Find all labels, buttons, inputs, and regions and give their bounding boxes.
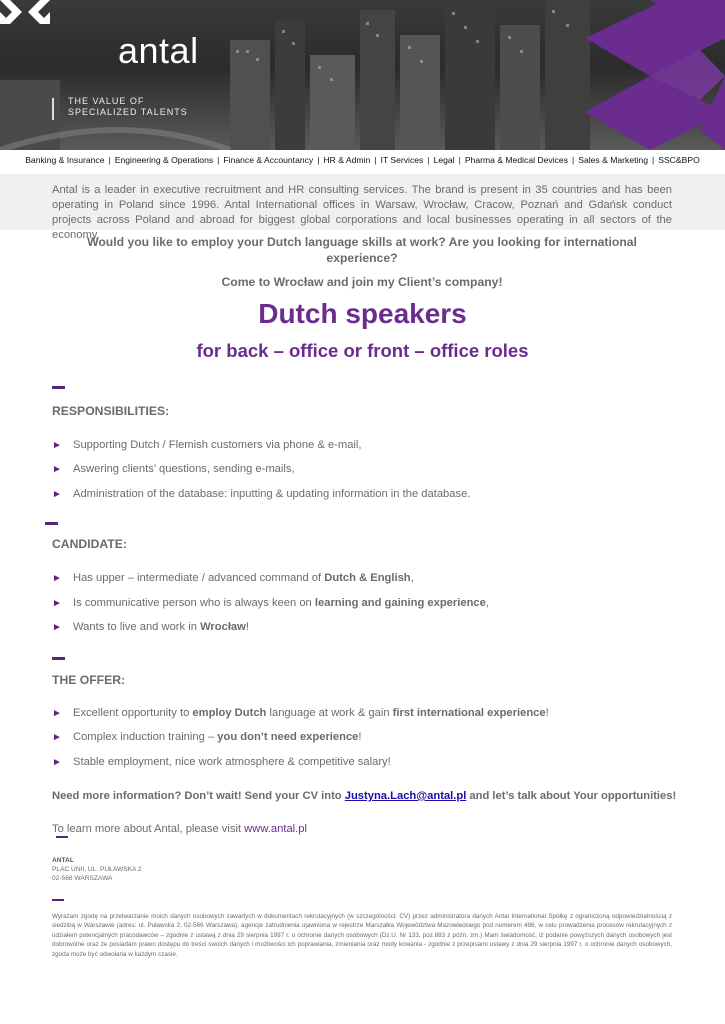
- list-item: ► Aswering clients’ questions, sending e-mails,: [52, 463, 295, 475]
- section-divider: [52, 657, 65, 660]
- arrow-bullet-icon: ►: [52, 708, 62, 719]
- header-banner: [0, 0, 725, 150]
- logo-text: antal: [118, 30, 199, 71]
- section-divider: [56, 836, 68, 838]
- address-line-1: PLAC UNII, UL. PUŁAWSKA 2: [52, 866, 142, 873]
- question-text: Would you like to employ your Dutch language skills at work? Are you looking for international experience?: [87, 235, 637, 265]
- job-title: Dutch speakers: [258, 298, 467, 329]
- address-line-2: 02-566 WARSZAWA: [52, 875, 113, 882]
- arrow-bullet-icon: ►: [52, 489, 62, 500]
- category-item[interactable]: Pharma & Medical Devices: [464, 155, 568, 165]
- list-item: ► Supporting Dutch / Flemish customers via phone & e-mail,: [52, 439, 362, 451]
- city-skyline-image: [0, 0, 725, 150]
- email-link[interactable]: Justyna.Lach@antal.pl: [344, 790, 467, 802]
- category-item[interactable]: IT Services: [380, 155, 424, 165]
- arrow-bullet-icon: ►: [52, 598, 62, 609]
- company-name: ANTAL: [52, 857, 74, 864]
- gdpr-consent-text: Wyrażam zgodę na przetwarzanie moich danych osobowych zawartych w dokumentach rekrutacyjnych (w szczególności: CV) przez administratora danych Antal International Spółkę z ograniczoną odpowiedzialnością z siedzibą w Warszawie (adres: ul. Puławska 2, 02-566 Warszawa), agencje zatrudnienia ujawniona w rejestrze Marszałka Województwa Mazowieckiego pod numerem 496, w celu prowadzenia procesów rekrutacyjnych z udziałem potencjalnych pracodawców – zgodnie z ustawą z dnia 29 sierpnia 1997 r. o ochronie danych osobowych (Dz.U. Nr 133, poz.883 z późn. zm.) Mam świadomość, iż podanie powyższych danych osobowych jest dobrowolne oraz że posiadam prawo dostępu do treści swoich danych i możliwości ich poprawiania, zmieniania oraz mody kowania - zgodnie z przepisami ustawy z dnia 29 sierpnia 1997 r. o ochronie danych osobowych, zgoda może być odwołana w każdym czasie.: [52, 913, 672, 958]
- list-item: ► Has upper – intermediate / advanced command of Dutch & English,: [52, 572, 414, 584]
- list-item: ► Is communicative person who is always keen on learning and gaining experience,: [52, 597, 489, 609]
- website-link[interactable]: www.antal.pl: [244, 823, 307, 835]
- section-divider: [52, 899, 64, 901]
- list-item: ► Excellent opportunity to employ Dutch language at work & gain first international experience!: [52, 707, 549, 719]
- arrow-bullet-icon: ►: [52, 757, 62, 768]
- category-item[interactable]: SSC&BPO: [658, 155, 700, 165]
- candidate-heading: CANDIDATE:: [52, 537, 127, 551]
- arrow-bullet-icon: ►: [52, 622, 62, 633]
- invite-text: Come to Wrocław and join my Client’s company!: [221, 275, 503, 289]
- job-subtitle: for back – office or front – office roles: [196, 340, 529, 361]
- arrow-bullet-icon: ►: [52, 573, 62, 584]
- intro-text: Antal is a leader in executive recruitment and HR consulting services. The brand is present in 35 countries and has been operating in Poland since 1996. Antal International offices in Warsaw, Wrocław, Cracow, Poznań and Gdańsk conduct projects across Poland and abroad for biggest global corporations and local businesses operating in all sectors of the economy.: [52, 184, 672, 241]
- arrow-bullet-icon: ►: [52, 464, 62, 475]
- company-address: [52, 856, 142, 883]
- list-item: ► Wants to live and work in Wrocław!: [52, 621, 249, 633]
- section-divider: [52, 386, 65, 389]
- contact-line: Need more information? Don’t wait! Send your CV into Justyna.Lach@antal.pl and let’s talk about Your opportunities!: [52, 790, 677, 802]
- category-item[interactable]: Legal: [433, 155, 455, 165]
- antal-logo-icon: [0, 0, 52, 36]
- category-item[interactable]: Banking & Insurance: [25, 155, 105, 165]
- section-divider: [45, 522, 58, 525]
- offer-heading: THE OFFER:: [52, 673, 126, 687]
- category-item[interactable]: Sales & Marketing: [578, 155, 648, 165]
- arrow-bullet-icon: ►: [52, 440, 62, 451]
- category-item[interactable]: Engineering & Operations: [114, 155, 214, 165]
- tagline: [68, 96, 228, 118]
- tagline-line-2: SPECIALIZED TALENTS: [68, 107, 188, 117]
- list-item: ► Stable employment, nice work atmosphere & competitive salary!: [52, 756, 391, 768]
- category-nav: Banking & Insurance | Engineering & Operations | Finance & Accountancy | HR & Admin | IT Services | Legal | Pharma & Medical Devices | Sales & Marketing | SSC&BPO: [25, 155, 700, 165]
- arrow-bullet-icon: ►: [52, 732, 62, 743]
- learn-more-line: To learn more about Antal, please visit www.antal.pl: [52, 823, 307, 835]
- list-item: ► Administration of the database: inputting & updating information in the database.: [52, 488, 471, 500]
- category-item[interactable]: Finance & Accountancy: [223, 155, 314, 165]
- tagline-line-1: THE VALUE OF: [68, 96, 145, 106]
- list-item: ► Complex induction training – you don’t need experience!: [52, 731, 362, 743]
- category-item[interactable]: HR & Admin: [323, 155, 371, 165]
- tagline-divider: [52, 98, 54, 120]
- intro-box: [0, 174, 725, 241]
- responsibilities-heading: RESPONSIBILITIES:: [52, 404, 170, 418]
